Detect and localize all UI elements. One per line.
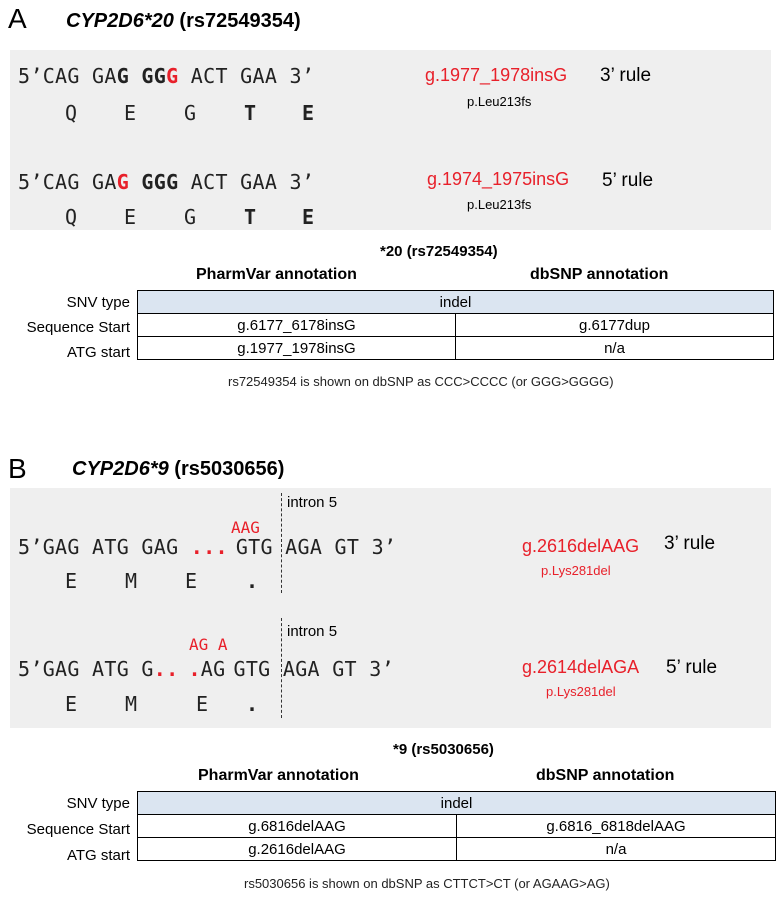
panel-a-3rule-aa-2: E (124, 101, 137, 125)
sequence-segment: CAG GA (42, 170, 117, 194)
sequence-segment: G (116, 64, 130, 88)
panel-b-rs: (rs5030656) (174, 458, 285, 480)
panel-b-5rule-intron-label: intron 5 (287, 623, 338, 640)
panel-b-3rule-aa-3: E (185, 569, 198, 593)
panel-b-3rule-intron-label: intron 5 (287, 494, 338, 511)
panel-a-gene: CYP2D6*20 (66, 10, 174, 32)
panel-a-row-label: Sequence Start (26, 319, 130, 336)
table-row (138, 337, 774, 360)
panel-b-3rule-protein: p.Lys281del (541, 563, 611, 578)
sequence-bases: GTG AGA GT (235, 535, 372, 559)
sequence-bases (43, 64, 290, 88)
panel-a-table-title: *20 (rs72549354) (380, 243, 498, 260)
dbsnp-cell: g.6816_6818delAAG (457, 815, 776, 838)
three-prime-label: 3’ (289, 64, 315, 88)
panel-a-5rule-aa-3: G (184, 205, 197, 229)
panel-a-3rule-aa-1: Q (65, 101, 78, 125)
panel-a-row-label: ATG start (66, 344, 130, 361)
dbsnp-cell: n/a (457, 838, 776, 861)
panel-a-3rule-sequence (18, 64, 314, 88)
pharmvar-cell: g.1977_1978insG (138, 337, 456, 360)
three-prime-label: 3’ (289, 170, 315, 194)
sequence-segment: ACT GAA (178, 64, 290, 88)
pharmvar-cell: g.2616delAAG (138, 838, 457, 861)
panel-b-3rule-label: 3’ rule (664, 533, 716, 554)
panel-a-letter: A (8, 3, 27, 34)
sequence-bases: AG (200, 657, 226, 681)
panel-a-5rule-aa-5: E (302, 205, 315, 229)
panel-b-row-label: Sequence Start (26, 821, 130, 838)
panel-a-3rule-aa-3: G (184, 101, 197, 125)
panel-b-3rule-aa-2: M (125, 569, 138, 593)
panel-b-annotation-table (137, 791, 776, 861)
panel-b-3rule-aa-1: E (65, 569, 78, 593)
sequence-segment: G (116, 170, 130, 194)
panel-a-5rule-aa-1: Q (65, 205, 78, 229)
panel-a-5rule-protein: p.Leu213fs (467, 197, 532, 212)
panel-b-5rule-deleted-label: AG A (189, 635, 228, 654)
five-prime-label: 5’ (18, 64, 43, 88)
snv-type-cell: indel (138, 291, 774, 314)
sequence-bases: GAG ATG GAG (42, 535, 191, 559)
panel-b-row-label: ATG start (66, 847, 130, 864)
panel-b-row-label: SNV type (66, 795, 130, 812)
table-row (138, 792, 776, 815)
panel-a-5rule-aa-4: T (244, 205, 257, 229)
panel-b-5rule-protein: p.Lys281del (546, 684, 616, 699)
panel-a-note: rs72549354 is shown on dbSNP as CCC>CCCC (or GGG>GGGG) (228, 374, 614, 389)
sequence-segment: ACT GAA (178, 170, 290, 194)
table-row (138, 291, 774, 314)
panel-a-5rule-sequence (18, 170, 314, 194)
panel-b-5rule-aa-1: E (65, 692, 78, 716)
deletion-dots: . (188, 657, 201, 681)
panel-a-5rule-aa-2: E (124, 205, 137, 229)
panel-b-table-title: *9 (rs5030656) (393, 741, 494, 758)
sequence-bases: GTG AGA GT (233, 657, 370, 681)
panel-b-note: rs5030656 is shown on dbSNP as CTTCT>CT (or AGAAG>AG) (244, 876, 610, 891)
panel-a-3rule-aa-4: T (244, 101, 257, 125)
panel-b-5rule-aa-3: E (196, 692, 209, 716)
panel-a-5rule-label: 5’ rule (602, 170, 654, 191)
panel-b-5rule-variant: g.2614delAGA (522, 657, 640, 677)
sequence-bases: GAG ATG G (42, 657, 154, 681)
panel-b-5rule-aa-deleted: . (246, 692, 259, 716)
table-row (138, 815, 776, 838)
panel-a-row-label: SNV type (66, 294, 130, 311)
panel-b-5rule-aa-2: M (125, 692, 138, 716)
five-prime-label: 5’ (18, 170, 43, 194)
panel-a-3rule-protein: p.Leu213fs (467, 94, 532, 109)
panel-a-rs: (rs72549354) (179, 10, 301, 32)
panel-b-3rule-variant: g.2616delAAG (522, 536, 640, 556)
table-row (138, 314, 774, 337)
sequence-segment: GG (141, 64, 167, 88)
panel-b-3rule-deleted-label: AAG (231, 518, 260, 537)
panel-a-title (66, 10, 301, 33)
panel-b-5rule-sequence (18, 657, 394, 681)
panel-a-3rule-aa-5: E (302, 101, 315, 125)
pharmvar-cell: g.6177_6178insG (138, 314, 456, 337)
pharmvar-cell: g.6816delAAG (138, 815, 457, 838)
panel-a-head-pharmvar: PharmVar annotation (196, 266, 357, 283)
deletion-dots: .. (153, 657, 179, 681)
five-prime-label: 5’ (18, 535, 43, 559)
panel-b-head-dbsnp: dbSNP annotation (536, 767, 675, 784)
sequence-segment: G (166, 64, 179, 88)
deletion-dots: ... (190, 535, 228, 559)
panel-b-3rule-aa-deleted: . (246, 569, 259, 593)
panel-a-5rule-variant: g.1974_1975insG (427, 169, 570, 189)
dbsnp-cell: n/a (456, 337, 774, 360)
table-row (138, 838, 776, 861)
sequence-segment (129, 170, 141, 194)
three-prime-label: 3’ (371, 535, 397, 559)
panel-b-title (72, 458, 284, 481)
panel-a-head-dbsnp: dbSNP annotation (530, 266, 669, 283)
panel-a-annotation-table (137, 290, 774, 360)
panel-a-3rule-variant: g.1977_1978insG (425, 65, 568, 85)
sequence-segment (129, 64, 141, 88)
panel-b-head-pharmvar: PharmVar annotation (198, 767, 359, 784)
five-prime-label: 5’ (18, 657, 43, 681)
dbsnp-cell: g.6177dup (456, 314, 774, 337)
sequence-segment: GGG (141, 170, 179, 194)
panel-a-3rule-label: 3’ rule (600, 65, 652, 86)
sequence-bases (43, 170, 290, 194)
snv-type-cell: indel (138, 792, 776, 815)
sequence-segment: CAG GA (42, 64, 117, 88)
three-prime-label: 3’ (369, 657, 394, 681)
panel-b-letter: B (8, 453, 27, 484)
panel-b-gene: CYP2D6*9 (72, 458, 169, 480)
panel-b-3rule-sequence (18, 535, 396, 559)
panel-b-5rule-label: 5’ rule (666, 657, 718, 678)
